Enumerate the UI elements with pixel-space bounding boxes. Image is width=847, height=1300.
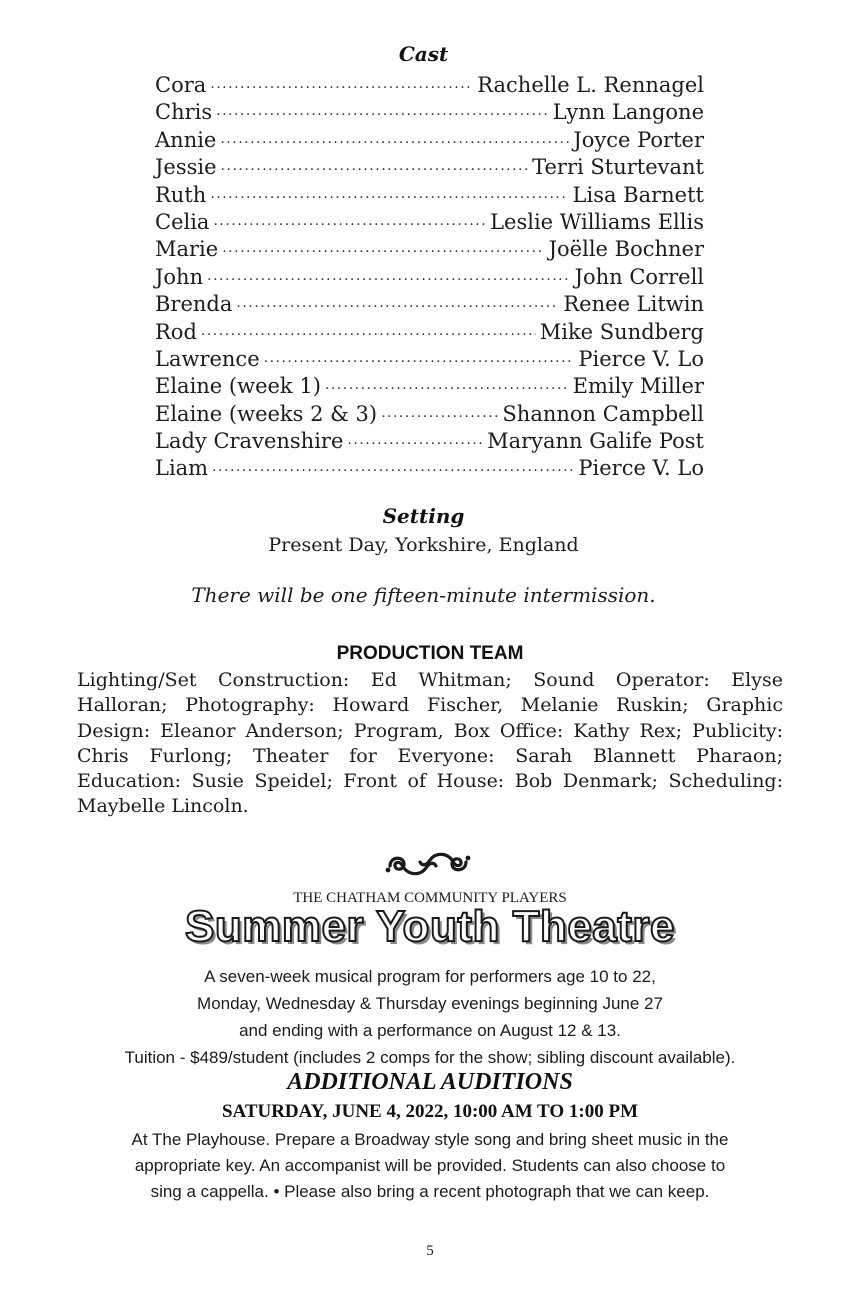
cast-role: Cora: [155, 73, 207, 97]
program-line: and ending with a performance on August 12 & 13.: [239, 1021, 621, 1040]
dot-leader: [325, 372, 569, 393]
cast-row: [155, 208, 704, 235]
cast-row: [155, 454, 704, 481]
cast-row: [155, 71, 704, 98]
cast-role: John: [155, 264, 204, 289]
audition-detail-line: sing a cappella. • Please also bring a recent photograph that we can keep.: [150, 1182, 710, 1201]
summer-youth-theatre-title: Summer Youth Theatre: [184, 902, 676, 951]
cast-actor: Lynn Langone: [552, 100, 704, 125]
cast-actor: Pierce V. Lo: [578, 456, 704, 481]
additional-auditions-heading: ADDITIONAL AUDITIONS: [287, 1069, 573, 1095]
cast-role: Annie: [155, 127, 217, 152]
scroll-flourish-icon: [380, 846, 476, 882]
dot-leader: [201, 318, 536, 339]
cast-actor: Emily Miller: [572, 374, 704, 399]
program-line: Monday, Wednesday & Thursday evenings beginning June 27: [197, 994, 663, 1013]
audition-details: [0, 1127, 847, 1205]
cast-role: Lawrence: [155, 346, 260, 371]
dot-leader: [216, 98, 549, 119]
cast-row: [155, 235, 704, 262]
cast-actor: John Correll: [574, 264, 704, 289]
page-number: 5: [426, 1243, 434, 1259]
cast-actor: Maryann Galife Post: [487, 429, 704, 454]
cast-actor: Leslie Williams Ellis: [490, 209, 704, 234]
cast-role: Chris: [155, 100, 213, 125]
cast-actor: Mike Sundberg: [539, 319, 704, 344]
cast-row: [155, 318, 704, 345]
cast-actor: Pierce V. Lo: [578, 346, 704, 371]
program-line: A seven-week musical program for performers age 10 to 22,: [204, 967, 656, 986]
program-line: Tuition - $489/student (includes 2 comps for the show; sibling discount available).: [124, 1048, 736, 1067]
dot-leader: [347, 427, 483, 448]
cast-actor: Joëlle Bochner: [548, 237, 704, 262]
cast-row: [155, 427, 704, 454]
cast-role: Elaine (week 1): [155, 374, 321, 399]
cast-list: [155, 71, 704, 482]
audition-detail-line: appropriate key. An accompanist will be provided. Students can also choose to: [134, 1156, 726, 1175]
cast-actor: Renee Litwin: [563, 292, 704, 317]
audition-date: SATURDAY, JUNE 4, 2022, 10:00 AM TO 1:00 PM: [221, 1101, 639, 1122]
cast-role: Jessie: [155, 155, 217, 180]
cast-row: [155, 290, 704, 317]
dot-leader: [264, 345, 575, 366]
cast-row: [155, 263, 704, 290]
production-team-heading: PRODUCTION TEAM: [336, 643, 524, 664]
cast-role: Marie: [155, 237, 219, 262]
cast-role: Liam: [155, 456, 209, 481]
cast-row: [155, 126, 704, 153]
cast-actor: Joyce Porter: [573, 127, 704, 152]
cast-actor: Shannon Campbell: [502, 401, 704, 426]
dot-leader: [207, 263, 570, 284]
cast-role: Ruth: [155, 182, 207, 207]
cast-heading: Cast: [398, 42, 449, 66]
cast-role: Elaine (weeks 2 & 3): [155, 401, 378, 426]
dot-leader: [222, 235, 544, 256]
dot-leader: [220, 126, 569, 147]
audition-detail-line: At The Playhouse. Prepare a Broadway style song and bring sheet music in the: [131, 1130, 729, 1149]
cast-row: [155, 400, 704, 427]
cast-role: Lady Cravenshire: [155, 429, 344, 454]
cast-role: Rod: [155, 319, 197, 344]
cast-row: [155, 372, 704, 399]
cast-actor: Terri Sturtevant: [532, 155, 704, 180]
organization-name: THE CHATHAM COMMUNITY PLAYERS: [293, 890, 567, 906]
dot-leader: [212, 454, 574, 475]
cast-role: Brenda: [155, 292, 233, 317]
dot-leader: [236, 290, 559, 311]
cast-actor: Rachelle L. Rennagel: [477, 73, 704, 97]
cast-row: [155, 345, 704, 372]
setting-heading: Setting: [382, 504, 465, 528]
dot-leader: [210, 181, 568, 202]
cast-row: [155, 153, 704, 180]
dot-leader: [213, 208, 486, 229]
cast-actor: Lisa Barnett: [572, 182, 704, 207]
dot-leader: [221, 153, 529, 174]
intermission-note: There will be one fifteen-minute intermission.: [191, 583, 656, 607]
setting-text: Present Day, Yorkshire, England: [268, 534, 579, 556]
cast-row: [155, 98, 704, 125]
cast-role: Celia: [155, 209, 210, 234]
program-description: [0, 963, 847, 1071]
dot-leader: [381, 400, 498, 421]
cast-row: [155, 181, 704, 208]
dot-leader: [210, 71, 473, 92]
production-team-credits: Lighting/Set Construction: Ed Whitman; Sound Operator: Elyse Halloran; Photography: Howard Fischer, Melanie Ruskin; Graphic Design: Eleanor Anderson; Program, Box Office: Kathy Rex; Publicity: Chris Furlong; Theater for Everyone: Sarah Blannett Pharaon; Education: Susie Speidel; Front of House: Bob Denmark; Scheduling: Maybelle Lincoln.: [77, 669, 783, 818]
